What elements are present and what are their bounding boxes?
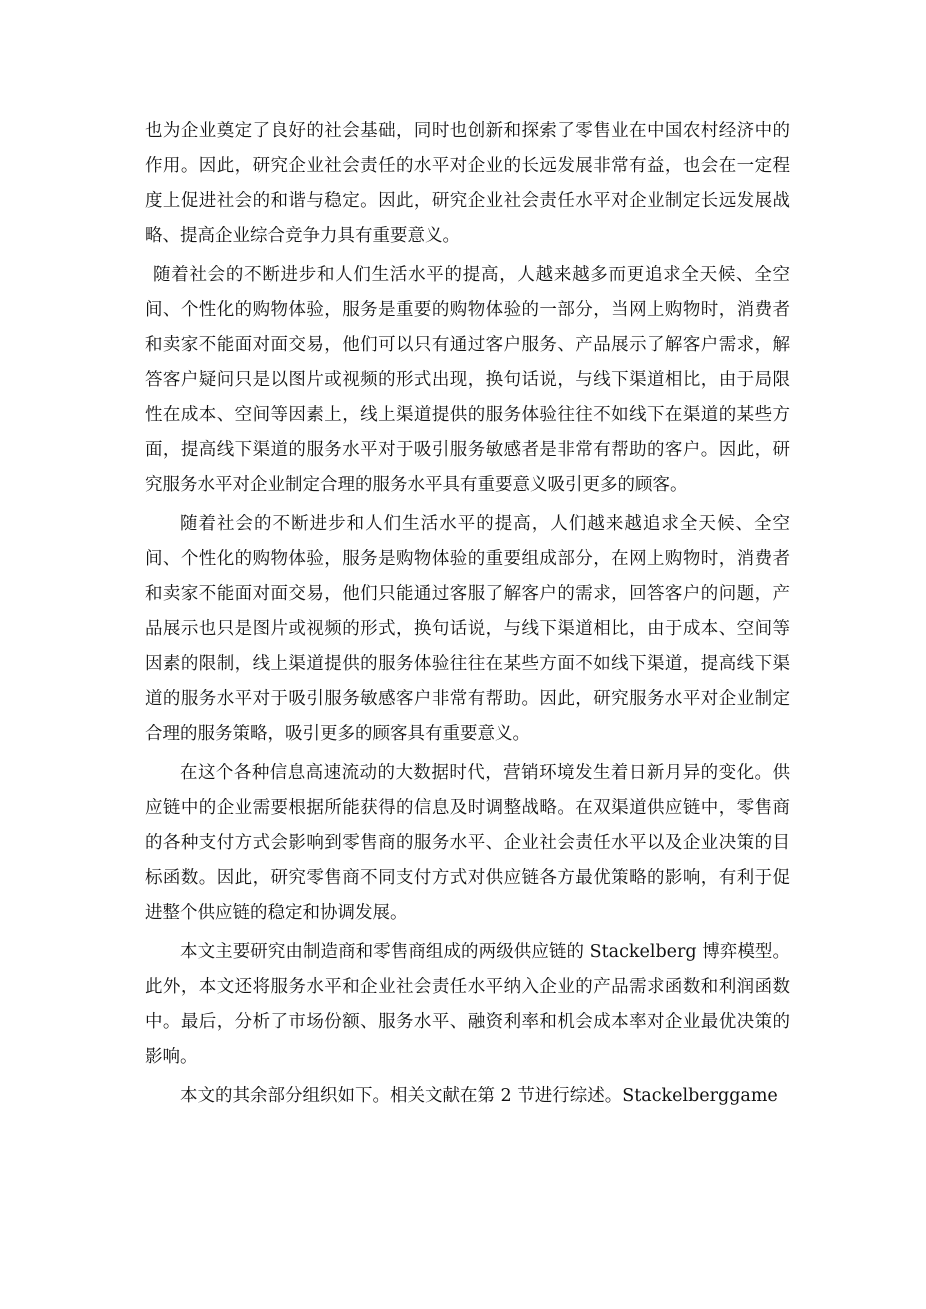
paragraph-3: 随着社会的不断进步和人们生活水平的提高，人们越来越追求全天候、全空间、个性化的购物体验，服务是购物体验的重要组成部分，在网上购物时，消费者和卖家不能面对面交易，他们只能通过客服了解客户的需求，回答客户的问题，产品展示也只是图片或视频的形式，换句话说，与线下渠道相比，由于成本、空间等因素的限制，线上渠道提供的服务体验往往在某些方面不如线下渠道，提高线下渠道的服务水平对于吸引服务敏感客户非常有帮助。因此，研究服务水平对企业制定合理的服务策略，吸引更多的顾客具有重要意义。 [145, 514, 790, 744]
paragraph-1: 也为企业奠定了良好的社会基础，同时也创新和探索了零售业在中国农村经济中的作用。因此，研究企业社会责任的水平对企业的长远发展非常有益，也会在一定程度上促进社会的和谐与稳定。因此，研究企业社会责任水平对企业制定长远发展战略、提高企业综合竞争力具有重要意义。 [145, 121, 790, 246]
paragraph-4: 在这个各种信息高速流动的大数据时代，营销环境发生着日新月异的变化。供应链中的企业需要根据所能获得的信息及时调整战略。在双渠道供应链中，零售商的各种支付方式会影响到零售商的服务水平、企业社会责任水平以及企业决策的目标函数。因此，研究零售商不同支付方式对供应链各方最优策略的影响，有利于促进整个供应链的稳定和协调发展。 [145, 763, 790, 923]
body-text [145, 114, 790, 1118]
paragraph-5: 本文主要研究由制造商和零售商组成的两级供应链的 Stackelberg 博弈模型。此外，本文还将服务水平和企业社会责任水平纳入企业的产品需求函数和利润函数中。最后，分析了市场份额、服务水平、融资利率和机会成本率对企业最优决策的影响。 [145, 942, 790, 1067]
paragraph-2: 随着社会的不断进步和人们生活水平的提高，人越来越多而更追求全天候、全空间、个性化的购物体验，服务是重要的购物体验的一部分，当网上购物时，消费者和卖家不能面对面交易，他们可以只有通过客户服务、产品展示了解客户需求，解答客户疑问只是以图片或视频的形式出现，换句话说，与线下渠道相比，由于局限性在成本、空间等因素上，线上渠道提供的服务体验往往不如线下在渠道的某些方面，提高线下渠道的服务水平对于吸引服务敏感者是非常有帮助的客户。因此，研究服务水平对企业制定合理的服务水平具有重要意义吸引更多的顾客。 [145, 265, 790, 495]
paragraph-6: 本文的其余部分组织如下。相关文献在第 2 节进行综述。Stackelberggame [180, 1086, 778, 1106]
